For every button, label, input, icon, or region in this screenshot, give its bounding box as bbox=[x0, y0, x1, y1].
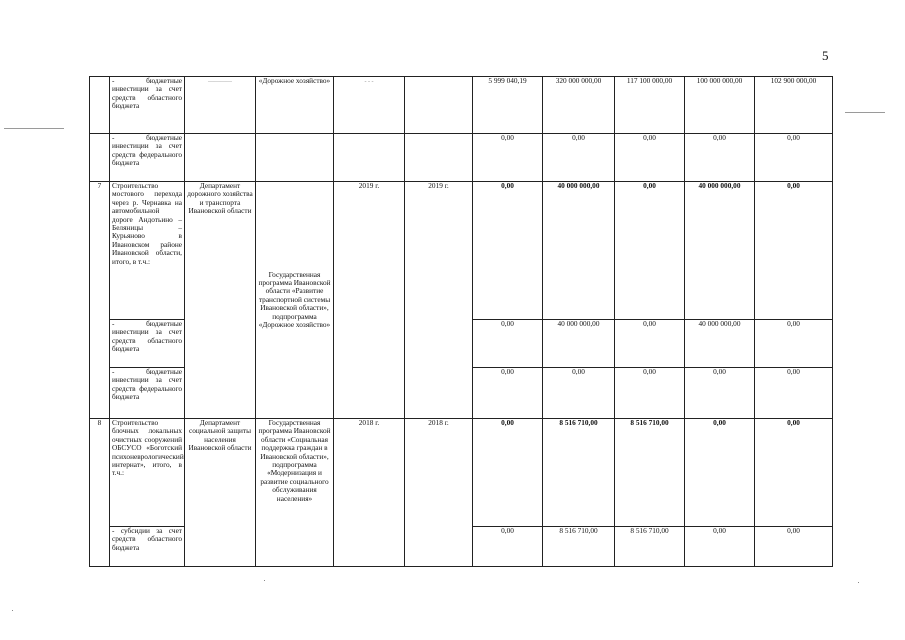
value-cell: 0,00 bbox=[615, 134, 685, 182]
year-start-cell: 2019 г. bbox=[334, 182, 405, 419]
year-start-cell: - - - bbox=[334, 77, 405, 134]
value-cell: 0,00 bbox=[473, 527, 543, 567]
value-cell: 40 000 000,00 bbox=[543, 182, 615, 320]
table-row bbox=[90, 182, 833, 320]
scan-artifact-dot bbox=[858, 582, 859, 583]
value-cell: 0,00 bbox=[685, 368, 755, 419]
year-start-cell bbox=[334, 134, 405, 182]
value-cell: 0,00 bbox=[685, 527, 755, 567]
investment-table bbox=[89, 76, 833, 567]
row-name-cell: - субсидии за счет средств областного бюджета bbox=[110, 527, 185, 567]
program-cell bbox=[256, 134, 334, 182]
value-cell: 0,00 bbox=[473, 320, 543, 368]
value-cell: 8 516 710,00 bbox=[543, 527, 615, 567]
value-cell: 8 516 710,00 bbox=[543, 419, 615, 527]
row-number-cell: 8 bbox=[90, 419, 110, 567]
row-name-cell: - бюджетные инвестиции за счет средств областного бюджета bbox=[110, 320, 185, 368]
scan-artifact-left bbox=[4, 128, 64, 129]
value-cell: 40 000 000,00 bbox=[685, 320, 755, 368]
table-row bbox=[90, 134, 833, 182]
table-row bbox=[90, 77, 833, 134]
value-cell: 0,00 bbox=[543, 134, 615, 182]
year-end-cell bbox=[405, 134, 473, 182]
row-name-cell: Строительство блочных локальных очистных сооружений ОБСУСО «Боготский психоневрологический интернат», итого, в т.ч.: bbox=[110, 419, 185, 527]
value-cell: 0,00 bbox=[473, 419, 543, 527]
department-cell: ———— bbox=[185, 77, 256, 134]
value-cell: 117 100 000,00 bbox=[615, 77, 685, 134]
page-number: 5 bbox=[822, 48, 829, 63]
row-name-cell: - бюджетные инвестиции за счет средств областного бюджета bbox=[110, 77, 185, 134]
value-cell: 0,00 bbox=[755, 182, 833, 320]
value-cell: 5 999 040,19 bbox=[473, 77, 543, 134]
row-number-cell bbox=[90, 77, 110, 134]
value-cell: 0,00 bbox=[755, 134, 833, 182]
value-cell: 100 000 000,00 bbox=[685, 77, 755, 134]
program-cell: Государственная программа Ивановской области «Социальная поддержка граждан в Ивановской области», подпрограмма «Модернизация и развитие социального обслуживания населения» bbox=[256, 419, 334, 567]
department-cell: Департамент социальной защиты населения Ивановской области bbox=[185, 419, 256, 567]
program-cell: «Дорожное хозяйство» bbox=[256, 77, 334, 134]
year-end-cell: 2018 г. bbox=[405, 419, 473, 567]
scan-artifact-dot bbox=[264, 580, 265, 581]
value-cell: 8 516 710,00 bbox=[615, 419, 685, 527]
program-cell: Государственная программа Ивановской области «Развитие транспортной системы Ивановской области», подпрограмма «Дорожное хозяйство» bbox=[256, 182, 334, 419]
scan-artifact-dot bbox=[12, 610, 13, 611]
value-cell: 0,00 bbox=[615, 368, 685, 419]
scan-artifact-right bbox=[845, 112, 885, 113]
year-end-cell: 2019 г. bbox=[405, 182, 473, 419]
row-name-cell: - бюджетные инвестиции за счет средств федерального бюджета bbox=[110, 368, 185, 419]
value-cell: 0,00 bbox=[685, 419, 755, 527]
value-cell: 0,00 bbox=[615, 320, 685, 368]
value-cell: 0,00 bbox=[473, 134, 543, 182]
value-cell: 0,00 bbox=[473, 368, 543, 419]
row-number-cell bbox=[90, 134, 110, 182]
value-cell: 8 516 710,00 bbox=[615, 527, 685, 567]
value-cell: 0,00 bbox=[543, 368, 615, 419]
value-cell: 40 000 000,00 bbox=[685, 182, 755, 320]
value-cell: 0,00 bbox=[473, 182, 543, 320]
value-cell: 0,00 bbox=[755, 527, 833, 567]
value-cell: 102 900 000,00 bbox=[755, 77, 833, 134]
year-start-cell: 2018 г. bbox=[334, 419, 405, 567]
row-name-cell: Строительство мостового перехода через р. Чернавка на автомобильной дороге Андотьино – Беляницы – Курьяново в Ивановском районе Ивановской области, итого, в т.ч.: bbox=[110, 182, 185, 320]
row-name-cell: - бюджетные инвестиции за счет средств федерального бюджета bbox=[110, 134, 185, 182]
value-cell: 0,00 bbox=[615, 182, 685, 320]
value-cell: 0,00 bbox=[755, 368, 833, 419]
value-cell: 320 000 000,00 bbox=[543, 77, 615, 134]
row-number-cell: 7 bbox=[90, 182, 110, 419]
value-cell: 0,00 bbox=[755, 320, 833, 368]
department-cell: Департамент дорожного хозяйства и транспорта Ивановской области bbox=[185, 182, 256, 419]
year-end-cell bbox=[405, 77, 473, 134]
value-cell: 0,00 bbox=[685, 134, 755, 182]
value-cell: 40 000 000,00 bbox=[543, 320, 615, 368]
value-cell: 0,00 bbox=[755, 419, 833, 527]
department-cell bbox=[185, 134, 256, 182]
table-row bbox=[90, 419, 833, 527]
